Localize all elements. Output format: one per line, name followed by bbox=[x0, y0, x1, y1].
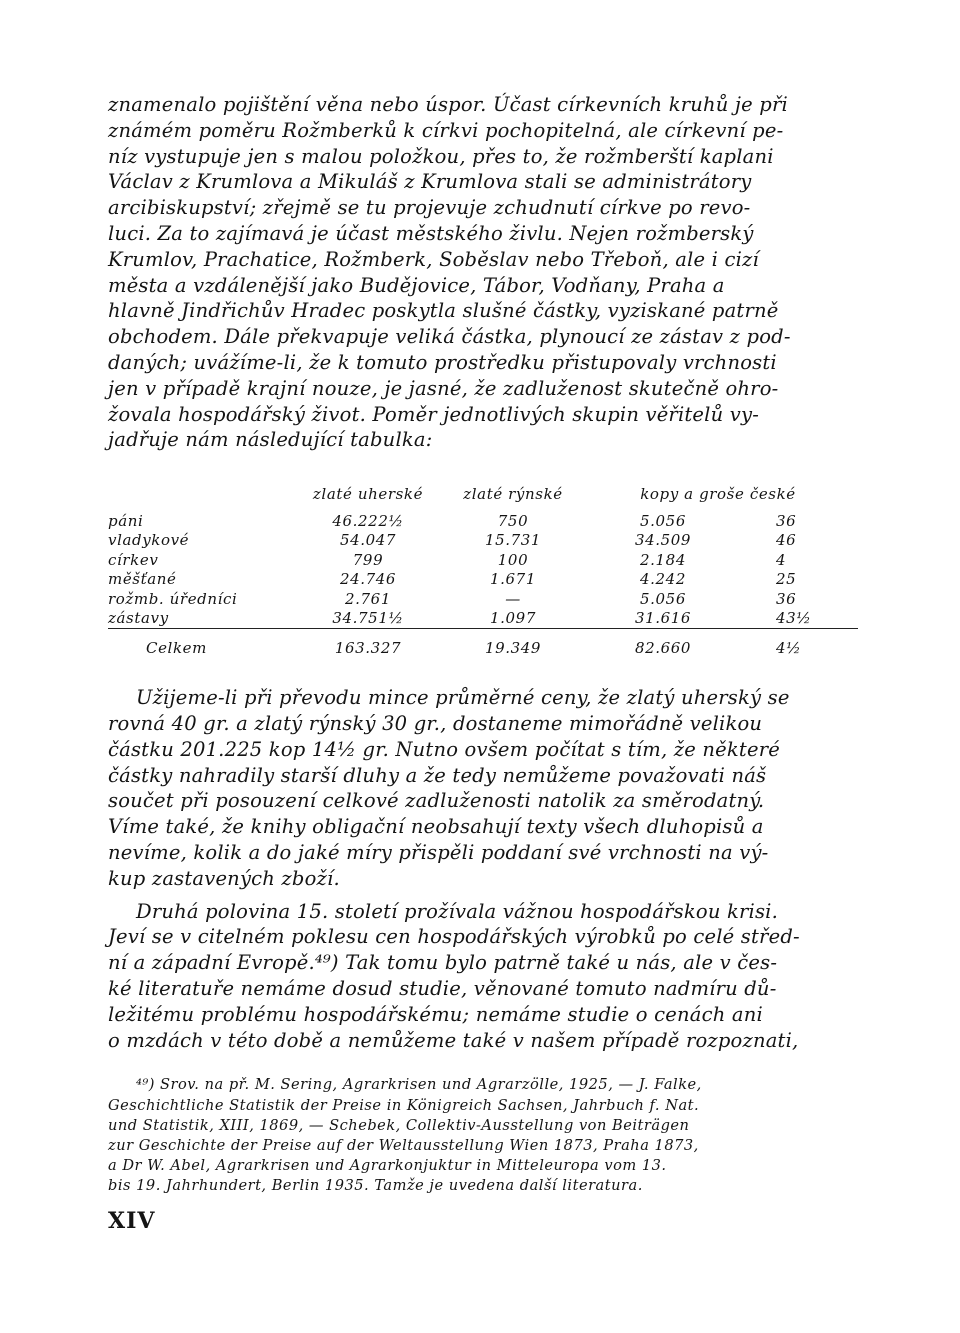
text-line: nevíme, kolik a do jaké míry přispěli poddaní své vrchnosti na vý- bbox=[108, 840, 769, 864]
table-cell: 1.097 bbox=[490, 609, 536, 628]
table-cell: 24.746 bbox=[339, 570, 397, 589]
text-line: částky nahradily starší dluhy a že tedy nemůžeme považovati náš bbox=[108, 763, 767, 787]
paragraph-3 bbox=[108, 899, 858, 1054]
text-line: jen v případě krajní nouze, je jasné, že zadluženost skutečně ohro- bbox=[108, 376, 779, 400]
text-line: níz vystupuje jen s malou položkou, přes to, že rožmberští kaplani bbox=[108, 144, 774, 168]
text-line: ké literatuře nemáme dosud studie, věnované tomuto nadmíru dů- bbox=[108, 976, 777, 1000]
text-line: částku 201.225 kop 14½ gr. Nutno ovšem počítat s tím, že některé bbox=[108, 737, 780, 761]
table-row bbox=[108, 550, 858, 570]
text-line: Jeví se v citelném poklesu cen hospodářských výrobků po celé střed- bbox=[108, 925, 800, 949]
table-cell: 25 bbox=[776, 570, 797, 589]
table-row bbox=[108, 511, 858, 531]
table-cell: 163.327 bbox=[334, 639, 402, 658]
row-label: vladykové bbox=[108, 531, 190, 550]
text-line: kup zastavených zboží. bbox=[108, 866, 340, 890]
text-line: rovná 40 gr. a zlatý rýnský 30 gr., dostaneme mimořádně velikou bbox=[108, 711, 763, 735]
table-cell: 36 bbox=[776, 511, 797, 530]
table-cell: 15.731 bbox=[484, 531, 542, 550]
table-row bbox=[108, 570, 858, 590]
text-line: ležitému problému hospodářskému; nemáme studie o cenách ani bbox=[108, 1002, 763, 1026]
text-line: Užijeme-li při převodu mince průměrné ceny, že zlatý uherský se bbox=[136, 686, 790, 710]
footnote-line: und Statistik, XIII, 1869, — Schebek, Collektiv-Ausstellung von Beiträgen bbox=[108, 1116, 690, 1134]
table-header bbox=[108, 475, 858, 503]
table-row bbox=[108, 609, 858, 630]
text-line: jadřuje nám následující tabulka: bbox=[108, 428, 433, 452]
text-line: žovala hospodářský život. Poměr jednotlivých skupin věřitelů vy- bbox=[108, 402, 759, 426]
table-cell: 31.616 bbox=[634, 609, 692, 628]
text-line: města a vzdálenější jako Budějovice, Tábor, Vodňany, Praha a bbox=[108, 273, 725, 297]
text-line: obchodem. Dále překvapuje veliká částka, plynoucí ze zástav z pod- bbox=[108, 325, 791, 349]
text-line: Druhá polovina 15. století prožívala vážnou hospodářskou krisi. bbox=[136, 899, 778, 923]
table-cell: 5.056 bbox=[640, 511, 686, 530]
creditors-table bbox=[108, 475, 858, 659]
table-cell: 1.671 bbox=[490, 570, 536, 589]
column-header: kopy a groše české bbox=[640, 485, 796, 504]
text-line: hlavně Jindřichův Hradec poskytla slušné částky, vyziskané patrně bbox=[108, 299, 779, 323]
column-header: zlaté uherské bbox=[312, 485, 424, 504]
text-line: známém poměru Rožmberků k církvi pochopitelná, ale církevní pe- bbox=[108, 118, 784, 142]
table-cell: 750 bbox=[497, 511, 529, 530]
table-cell: 46.222½ bbox=[332, 511, 404, 530]
row-label: zástavy bbox=[108, 609, 169, 628]
table-cell: 799 bbox=[352, 550, 384, 569]
footnote bbox=[108, 1075, 858, 1196]
table-total-row bbox=[108, 637, 858, 659]
text-line: znamenalo pojištění věna nebo úspor. Účast církevních kruhů je při bbox=[108, 93, 788, 116]
table-row bbox=[108, 589, 858, 609]
table-cell: 100 bbox=[497, 550, 529, 569]
footnote-line: zur Geschichte der Preise auf der Weltausstellung Wien 1873, Praha 1873, bbox=[108, 1136, 699, 1154]
text-line: Víme také, že knihy obligační neobsahují texty všech dluhopisů a bbox=[108, 815, 764, 839]
table-cell: — bbox=[505, 589, 521, 608]
paragraph-2 bbox=[108, 685, 858, 891]
row-label: měšťané bbox=[108, 570, 177, 589]
table-cell: 82.660 bbox=[634, 639, 692, 658]
text-line: ní a západní Evropě.⁴⁹) Tak tomu bylo patrně také u nás, ale v čes- bbox=[108, 951, 778, 975]
text-line: Krumlov, Prachatice, Rožmberk, Soběslav nebo Třeboň, ale i cizí bbox=[108, 247, 759, 271]
footnote-line: ⁴⁹) Srov. na př. M. Sering, Agrarkrisen und Agrarzölle, 1925, — J. Falke, bbox=[136, 1076, 702, 1094]
table-cell: 2.184 bbox=[640, 550, 686, 569]
text-line: o mzdách v této době a nemůžeme také v našem případě rozpoznati, bbox=[108, 1028, 799, 1052]
table-cell: 4½ bbox=[776, 639, 802, 658]
text-line: součet při posouzení celkové zadluženosti natolik za směrodatný. bbox=[108, 789, 765, 813]
table-cell: 36 bbox=[776, 589, 797, 608]
table-cell: 43½ bbox=[776, 609, 812, 628]
table-cell: 34.751½ bbox=[332, 609, 404, 628]
table-cell: 19.349 bbox=[484, 639, 542, 658]
column-header: zlaté rýnské bbox=[463, 485, 563, 504]
total-label: Celkem bbox=[146, 639, 207, 658]
text-line: luci. Za to zajímavá je účast městského živlu. Nejen rožmberský bbox=[108, 221, 754, 245]
table-cell: 4 bbox=[776, 550, 787, 569]
page-number: XIV bbox=[108, 1208, 156, 1234]
table-cell: 54.047 bbox=[339, 531, 397, 550]
footnote-line: a Dr W. Abel, Agrarkrisen und Agrarkonjuktur in Mitteleuropa vom 13. bbox=[108, 1157, 667, 1175]
table-cell: 2.761 bbox=[345, 589, 391, 608]
row-label: církev bbox=[108, 550, 159, 569]
table-cell: 46 bbox=[776, 531, 797, 550]
paragraph-1 bbox=[108, 92, 858, 453]
footnote-line: Geschichtliche Statistik der Preise in Königreich Sachsen, Jahrbuch f. Nat. bbox=[108, 1096, 700, 1114]
text-line: daných; uvážíme-li, že k tomuto prostředku přistupovaly vrchnosti bbox=[108, 350, 777, 374]
table-cell: 34.509 bbox=[634, 531, 692, 550]
text-line: arcibiskupství; zřejmě se tu projevuje zchudnutí církve po revo- bbox=[108, 196, 751, 220]
row-label: páni bbox=[108, 511, 144, 530]
page-body bbox=[108, 92, 858, 1197]
row-label: rožmb. úředníci bbox=[108, 589, 238, 608]
table-cell: 5.056 bbox=[640, 589, 686, 608]
footnote-line: bis 19. Jahrhundert, Berlin 1935. Tamže je uvedena další literatura. bbox=[108, 1177, 643, 1195]
table-row bbox=[108, 531, 858, 551]
table-cell: 4.242 bbox=[640, 570, 686, 589]
text-line: Václav z Krumlova a Mikuláš z Krumlova stali se administrátory bbox=[108, 170, 752, 194]
